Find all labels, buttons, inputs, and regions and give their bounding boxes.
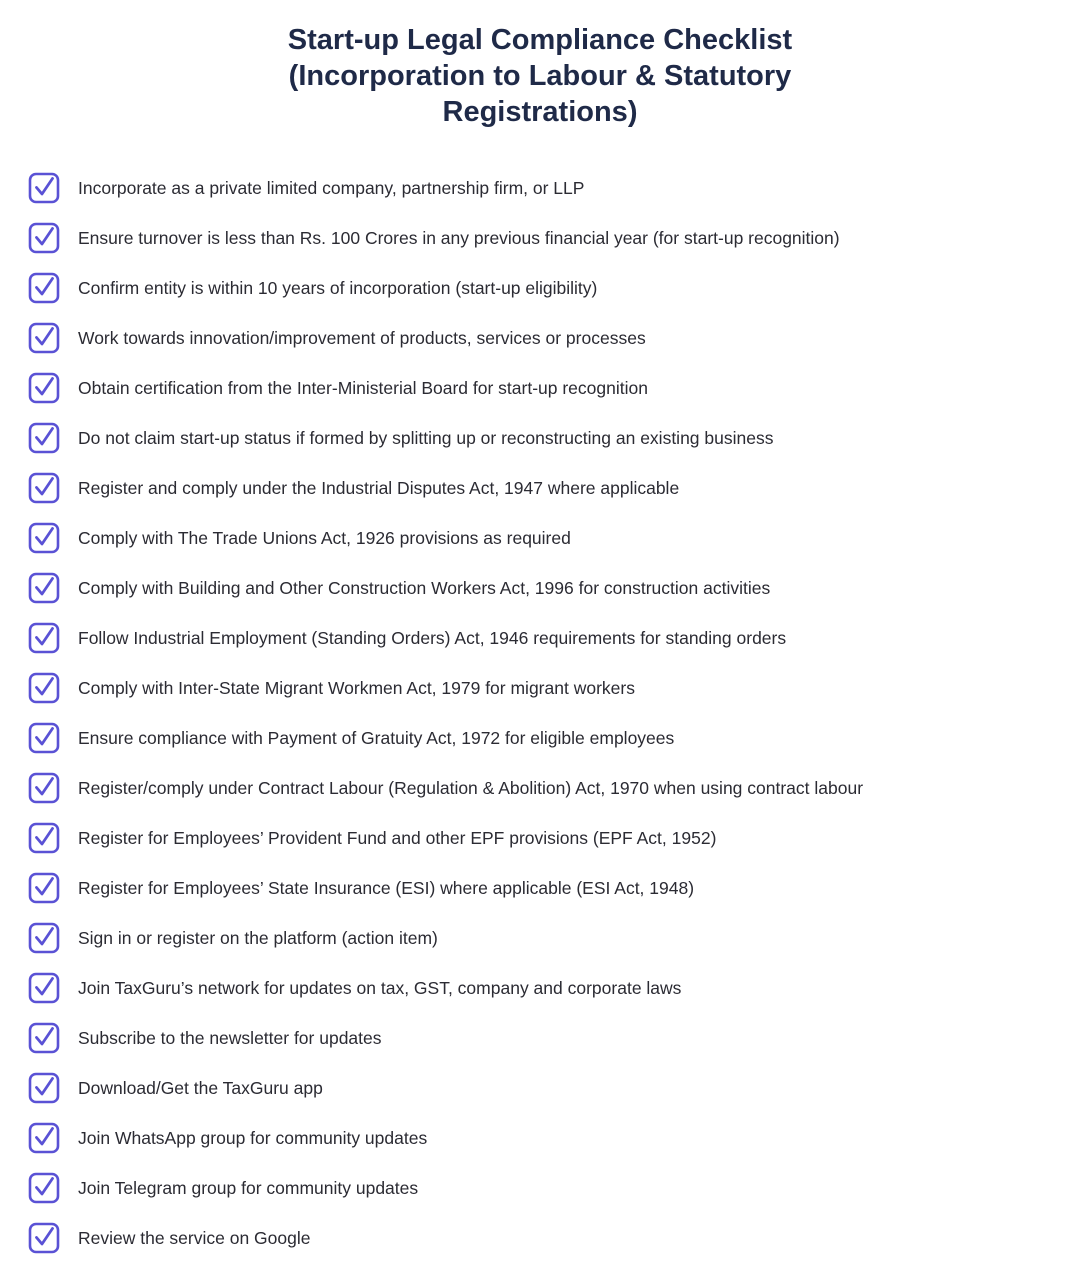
checklist xyxy=(28,163,1068,1263)
checklist-item-label: Sign in or register on the platform (action item) xyxy=(78,928,438,948)
checked-checkbox-icon[interactable] xyxy=(28,572,60,604)
checklist-item-label: Work towards innovation/improvement of products, services or processes xyxy=(78,328,646,348)
checklist-item-17 xyxy=(28,963,1068,1013)
checklist-item-13 xyxy=(28,763,1068,813)
checked-checkbox-icon[interactable] xyxy=(28,722,60,754)
checklist-item-label: Join Telegram group for community updates xyxy=(78,1178,419,1198)
checked-checkbox-icon[interactable] xyxy=(28,1222,60,1254)
checklist-item-8 xyxy=(28,513,1068,563)
checked-checkbox-icon[interactable] xyxy=(28,772,60,804)
checked-checkbox-icon[interactable] xyxy=(28,1172,60,1204)
checklist-item-5 xyxy=(28,363,1068,413)
page-title xyxy=(0,0,1080,130)
checked-checkbox-icon[interactable] xyxy=(28,522,60,554)
checklist-item-9 xyxy=(28,563,1068,613)
checklist-item-1 xyxy=(28,163,1068,213)
checklist-item-label: Comply with The Trade Unions Act, 1926 provisions as required xyxy=(78,528,571,548)
checklist-item-label: Register for Employees’ State Insurance (ESI) where applicable (ESI Act, 1948) xyxy=(78,878,695,898)
checklist-item-16 xyxy=(28,913,1068,963)
checked-checkbox-icon[interactable] xyxy=(28,372,60,404)
checked-checkbox-icon[interactable] xyxy=(28,872,60,904)
checklist-item-label: Confirm entity is within 10 years of incorporation (start-up eligibility) xyxy=(78,278,598,298)
checked-checkbox-icon[interactable] xyxy=(28,472,60,504)
checklist-item-4 xyxy=(28,313,1068,363)
checklist-item-2 xyxy=(28,213,1068,263)
checklist-item-label: Obtain certification from the Inter-Ministerial Board for start-up recognition xyxy=(78,378,648,398)
checked-checkbox-icon[interactable] xyxy=(28,272,60,304)
checklist-item-11 xyxy=(28,663,1068,713)
checklist-item-14 xyxy=(28,813,1068,863)
checked-checkbox-icon[interactable] xyxy=(28,622,60,654)
checklist-item-label: Ensure turnover is less than Rs. 100 Crores in any previous financial year (for start-up recognition) xyxy=(78,228,840,248)
checklist-item-6 xyxy=(28,413,1068,463)
checklist-item-20 xyxy=(28,1113,1068,1163)
checklist-item-label: Join TaxGuru’s network for updates on tax, GST, company and corporate laws xyxy=(78,978,682,998)
checked-checkbox-icon[interactable] xyxy=(28,1022,60,1054)
checklist-item-22 xyxy=(28,1213,1068,1263)
checklist-item-18 xyxy=(28,1013,1068,1063)
checklist-item-label: Register/comply under Contract Labour (Regulation & Abolition) Act, 1970 when using contract labour xyxy=(78,778,864,798)
checklist-item-3 xyxy=(28,263,1068,313)
title-line-1: Start-up Legal Compliance Checklist xyxy=(287,24,793,56)
checked-checkbox-icon[interactable] xyxy=(28,172,60,204)
checklist-item-label: Incorporate as a private limited company, partnership firm, or LLP xyxy=(78,178,585,198)
checklist-item-19 xyxy=(28,1063,1068,1113)
checked-checkbox-icon[interactable] xyxy=(28,322,60,354)
checked-checkbox-icon[interactable] xyxy=(28,222,60,254)
checklist-item-label: Ensure compliance with Payment of Gratuity Act, 1972 for eligible employees xyxy=(78,728,675,748)
checklist-item-12 xyxy=(28,713,1068,763)
checklist-item-label: Download/Get the TaxGuru app xyxy=(78,1078,323,1098)
checked-checkbox-icon[interactable] xyxy=(28,922,60,954)
checklist-item-7 xyxy=(28,463,1068,513)
checklist-item-label: Register and comply under the Industrial Disputes Act, 1947 where applicable xyxy=(78,478,680,498)
checklist-item-label: Join WhatsApp group for community updates xyxy=(78,1128,428,1148)
checklist-item-label: Comply with Building and Other Construction Workers Act, 1996 for construction activities xyxy=(78,578,771,598)
checklist-item-label: Review the service on Google xyxy=(78,1228,311,1248)
checklist-item-21 xyxy=(28,1163,1068,1213)
checklist-item-label: Subscribe to the newsletter for updates xyxy=(78,1028,382,1048)
checked-checkbox-icon[interactable] xyxy=(28,422,60,454)
checklist-item-10 xyxy=(28,613,1068,663)
checked-checkbox-icon[interactable] xyxy=(28,1072,60,1104)
checked-checkbox-icon[interactable] xyxy=(28,1122,60,1154)
checklist-item-label: Register for Employees’ Provident Fund and other EPF provisions (EPF Act, 1952) xyxy=(78,828,717,848)
checklist-item-label: Comply with Inter-State Migrant Workmen Act, 1979 for migrant workers xyxy=(78,678,635,698)
checklist-item-15 xyxy=(28,863,1068,913)
checked-checkbox-icon[interactable] xyxy=(28,822,60,854)
checked-checkbox-icon[interactable] xyxy=(28,972,60,1004)
title-line-3: Registrations) xyxy=(442,96,638,128)
checklist-item-label: Do not claim start-up status if formed by splitting up or reconstructing an existing business xyxy=(78,428,774,448)
title-line-2: (Incorporation to Labour & Statutory xyxy=(288,60,792,92)
checklist-item-label: Follow Industrial Employment (Standing Orders) Act, 1946 requirements for standing orders xyxy=(78,628,787,648)
checked-checkbox-icon[interactable] xyxy=(28,672,60,704)
